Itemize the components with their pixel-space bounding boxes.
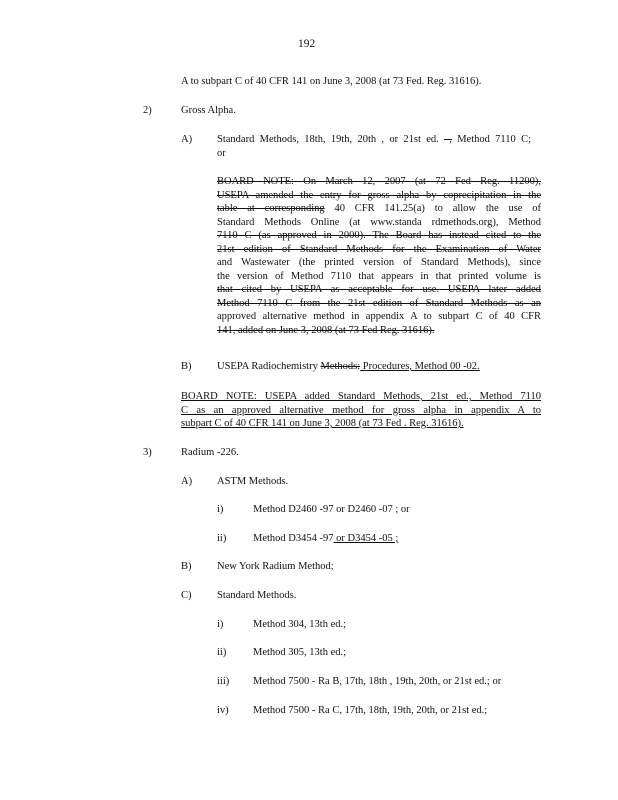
item-2b-text: USEPA Radiochemistry Methods: Procedures, Method 00 -02. bbox=[217, 361, 480, 372]
board-note-2: BOARD NOTE: USEPA added Standard Methods, 21st ed., Method 7110 C as an approved alternative method for gross alpha in appendix A to subpart C of 40 CFR 141 on June 3, 2008 (at 73 Fed . Reg. 31616). bbox=[181, 391, 541, 429]
item-3c-label: C) bbox=[181, 590, 192, 601]
item-3c-iii-text: Method 7500 - Ra B, 17th, 18th , 19th, 20th, or 21st ed.; or bbox=[253, 676, 502, 687]
item-3c-iii-label: iii) bbox=[217, 676, 230, 687]
inserted-procedures: Procedures, Method 00 -02. bbox=[360, 361, 480, 372]
item-3c-i-text: Method 304, 13th ed.; bbox=[253, 619, 347, 630]
item-3a-ii-text: Method D3454 -97 or D3454 -05 ; bbox=[253, 533, 399, 544]
item-3-title: Radium -226. bbox=[181, 447, 239, 458]
struck-comma: –, bbox=[444, 134, 452, 145]
item-3-number: 3) bbox=[143, 447, 152, 458]
board-note-1: BOARD NOTE: On March 12, 2007 (at 72 Fed Reg. 11200), USEPA amended the entry for gross alpha by coprecipitation in the table at corresponding 40 CFR 141.25(a) to allow the use of Standard Methods Online (at www.standa rdmethods.org), Method 7110 C (as approved in 2000). The Board has instead cited to the 21st edition of Standard Methods for the Examination of Water and Wastewater (the printed version of Standard Methods), since the version of Method 7110 that appears in that printed volume is that cited by USEPA as acceptable for use. USEPA later added Method 7110 C from the 21st edition of Standard Methods as an approved alternative method in appendix A to subpart C of 40 CFR 141, added on June 3, 2008 (at 73 Fed Reg. 31616). bbox=[217, 176, 541, 336]
struck-methods: Methods: bbox=[320, 361, 361, 372]
item-2-number: 2) bbox=[143, 105, 152, 116]
item-2-title: Gross Alpha. bbox=[181, 105, 236, 116]
item-3c-iv-label: iv) bbox=[217, 705, 229, 716]
item-3c-i-label: i) bbox=[217, 619, 224, 630]
item-3a-i-label: i) bbox=[217, 504, 224, 515]
item-3c-iv-text: Method 7500 - Ra C, 17th, 18th, 19th, 20th, or 21st ed.; bbox=[253, 705, 488, 716]
item-3c-ii-text: Method 305, 13th ed.; bbox=[253, 647, 347, 658]
item-3a-i-text: Method D2460 -97 or D2460 -07 ; or bbox=[253, 504, 410, 515]
item-3c-ii-label: ii) bbox=[217, 647, 227, 658]
item-3a-label: A) bbox=[181, 476, 193, 487]
item-2b-label: B) bbox=[181, 361, 192, 372]
item-3a-title: ASTM Methods. bbox=[217, 476, 289, 487]
item-3b-text: New York Radium Method; bbox=[217, 561, 334, 572]
continuation-text: A to subpart C of 40 CFR 141 on June 3, 2008 (at 73 Fed. Reg. 31616). bbox=[181, 76, 482, 87]
page-number: 192 bbox=[298, 38, 316, 50]
inserted-d3454-05: or D3454 -05 ; bbox=[333, 533, 399, 544]
item-3b-label: B) bbox=[181, 561, 192, 572]
item-2a-text: Standard Methods, 18th, 19th, 20th , or 21st ed. –, Method 7110 C; or bbox=[217, 134, 531, 159]
item-3c-title: Standard Methods. bbox=[217, 590, 297, 601]
item-2a-label: A) bbox=[181, 134, 193, 145]
item-3a-ii-label: ii) bbox=[217, 533, 227, 544]
